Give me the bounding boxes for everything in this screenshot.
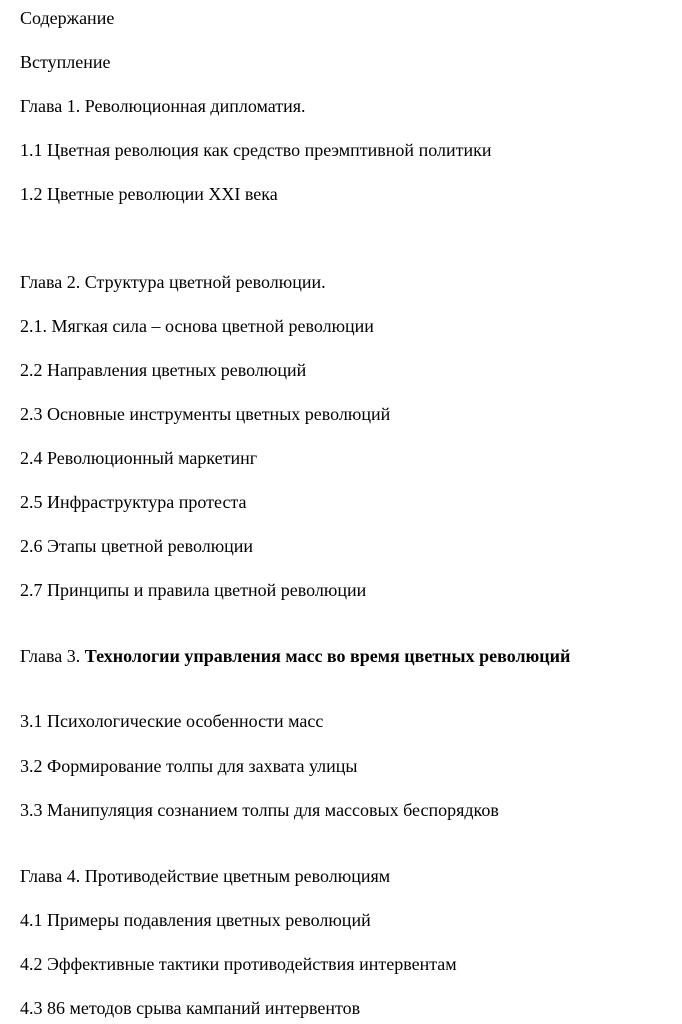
chapter-2-title: Глава 2. Структура цветной революции. <box>20 272 326 292</box>
toc-item-2-6: 2.6 Этапы цветной революции <box>20 536 254 556</box>
toc-item-3-2: 3.2 Формирование толпы для захвата улицы <box>20 756 358 776</box>
chapter-1-title: Глава 1. Революционная дипломатия. <box>20 96 306 116</box>
toc-item-2-4: 2.4 Революционный маркетинг <box>20 448 258 468</box>
toc-item-1-1: 1.1 Цветная революция как средство преэмптивной политики <box>20 140 492 160</box>
toc-item-2-1: 2.1. Мягкая сила – основа цветной революции <box>20 316 374 336</box>
toc-item-4-1: 4.1 Примеры подавления цветных революций <box>20 910 371 930</box>
toc-item-2-3: 2.3 Основные инструменты цветных революций <box>20 404 391 424</box>
toc-heading: Содержание <box>20 8 115 28</box>
toc-item-4-2: 4.2 Эффективные тактики противодействия интервентам <box>20 954 457 974</box>
toc-intro: Вступление <box>20 52 111 72</box>
toc-item-2-2: 2.2 Направления цветных революций <box>20 360 307 380</box>
chapter-4-title: Глава 4. Противодействие цветным революциям <box>20 866 391 886</box>
toc-item-1-2: 1.2 Цветные революции XXI века <box>20 184 278 204</box>
chapter-3-title <box>20 645 570 667</box>
chapter-3-prefix: Глава 3. <box>20 646 85 666</box>
toc-item-2-7: 2.7 Принципы и правила цветной революции <box>20 580 367 600</box>
toc-item-4-3: 4.3 86 методов срыва кампаний интервентов <box>20 998 361 1018</box>
toc-item-3-3: 3.3 Манипуляция сознанием толпы для массовых беспорядков <box>20 800 499 820</box>
toc-item-3-1: 3.1 Психологические особенности масс <box>20 711 324 731</box>
toc-item-2-5: 2.5 Инфраструктура протеста <box>20 492 247 512</box>
chapter-3-title-bold: Технологии управления масс во время цветных революций <box>84 646 571 666</box>
